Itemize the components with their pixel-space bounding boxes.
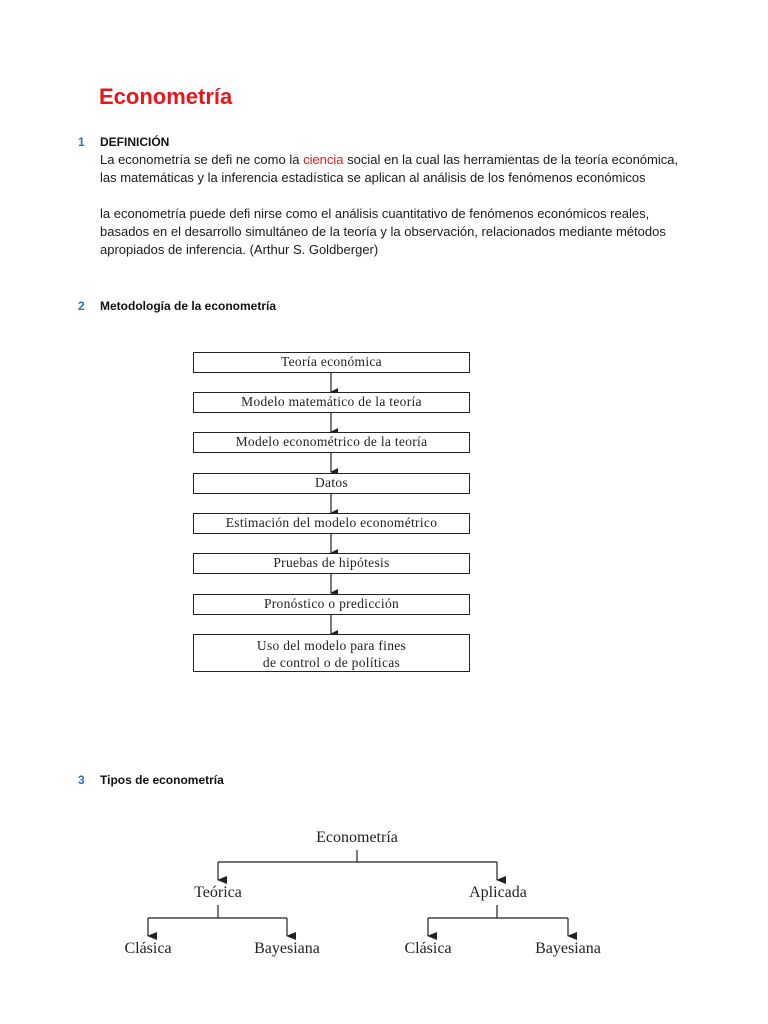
tree-teorica-clasica: Clásica <box>124 940 172 957</box>
tree-teorica-bayesiana: Bayesiana <box>254 940 320 957</box>
paragraph-1-line-2: las matemáticas y la inferencia estadística se aplican al análisis de los fenómenos económicos <box>100 170 646 185</box>
paragraph-2-line-1: la econometría puede defi nirse como el análisis cuantitativo de fenómenos económicos reales, <box>100 206 650 221</box>
tree-aplicada-clasica: Clásica <box>404 940 452 957</box>
tree-aplicada-bayesiana: Bayesiana <box>535 940 601 957</box>
tree-root-label: Econometría <box>316 829 398 846</box>
flow-step-7: Pronóstico o predicción <box>193 594 470 615</box>
flow-step-5: Estimación del modelo econométrico <box>193 513 470 534</box>
ciencia-link[interactable]: ciencia <box>303 152 344 167</box>
section-1-number: 1 <box>78 135 85 149</box>
section-3-heading: Tipos de econometría <box>100 773 224 787</box>
section-3-number: 3 <box>78 773 85 787</box>
paragraph-1-line-1-pre: La econometría se defi ne como la <box>100 152 304 167</box>
flow-step-3: Modelo econométrico de la teoría <box>193 432 470 453</box>
flow-step-6: Pruebas de hipótesis <box>193 553 470 574</box>
flow-step-8-line-2: de control o de políticas <box>262 655 401 670</box>
flow-step-2: Modelo matemático de la teoría <box>193 392 470 413</box>
paragraph-2-line-2: basados en el desarrollo simultáneo de la teoría y la observación, relacionados mediante métodos <box>100 224 666 239</box>
paragraph-2-line-3: apropiados de inferencia. (Arthur S. Goldberger) <box>100 242 379 257</box>
page-title: Econometría <box>99 84 233 109</box>
paragraph-1-line-1-post: social en la cual las herramientas de la teoría económica, <box>343 152 679 167</box>
tree-branch-teorica: Teórica <box>194 884 242 901</box>
flow-step-8-line-1: Uso del modelo para fines <box>256 638 407 653</box>
tree-branch-aplicada: Aplicada <box>469 884 527 901</box>
flow-step-1: Teoría económica <box>193 352 470 373</box>
section-1-heading: DEFINICIÓN <box>100 135 170 149</box>
flow-step-4: Datos <box>193 473 470 494</box>
section-2-heading: Metodología de la econometría <box>100 299 277 313</box>
section-2-number: 2 <box>78 299 85 313</box>
